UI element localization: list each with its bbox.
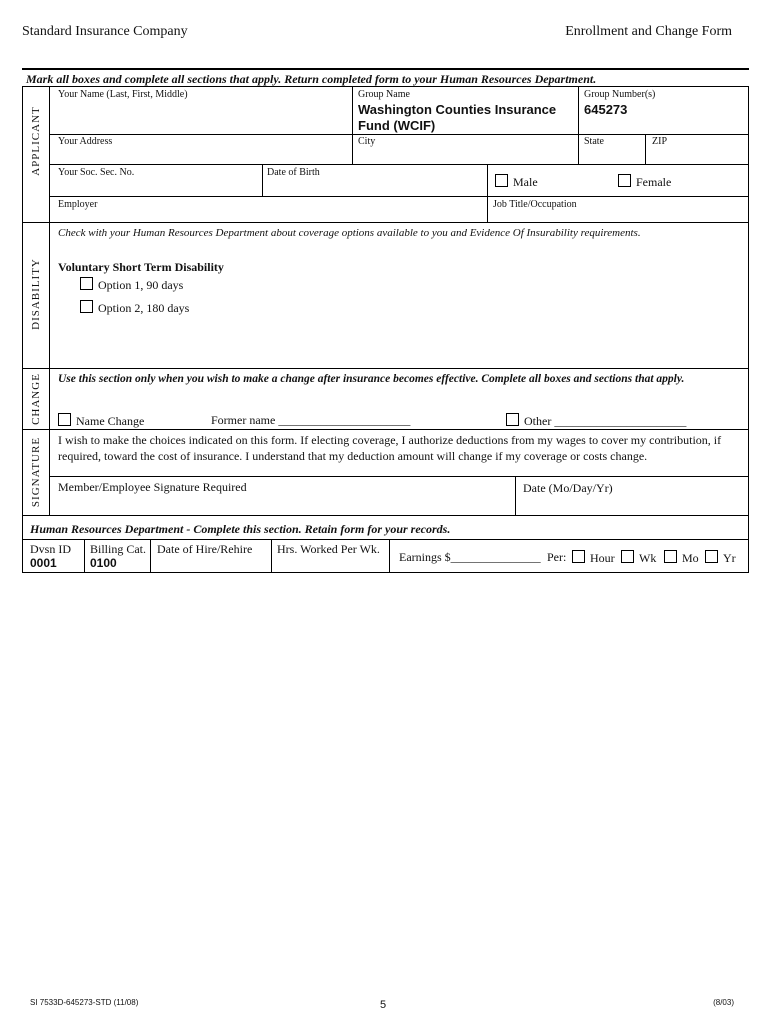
- wk-option[interactable]: Wk: [621, 550, 656, 566]
- form-title: Enrollment and Change Form: [565, 24, 732, 39]
- company-name: Standard Insurance Company: [22, 24, 188, 39]
- dvsn-label: Dvsn ID: [30, 542, 71, 556]
- other-option[interactable]: Other ______________________: [506, 413, 686, 429]
- mo-checkbox[interactable]: [664, 550, 677, 563]
- hour-checkbox[interactable]: [572, 550, 585, 563]
- state-label: State: [584, 136, 604, 147]
- hr-heading: Human Resources Department - Complete this section. Retain form for your records.: [30, 522, 451, 536]
- hire-field[interactable]: [152, 556, 269, 571]
- mo-option[interactable]: Mo: [664, 550, 699, 566]
- billing-value: 0100: [90, 556, 117, 570]
- state-field[interactable]: [580, 146, 643, 163]
- name-change-checkbox[interactable]: [58, 413, 71, 426]
- section-label-signature: SIGNATURE: [30, 436, 42, 508]
- change-note: Use this section only when you wish to make a change after insurance becomes effective. Complete all boxes and sections that apply.: [58, 373, 685, 385]
- name-change-option[interactable]: Name Change: [58, 413, 144, 429]
- ssn-label: Your Soc. Sec. No.: [58, 167, 135, 178]
- section-label-disability: DISABILITY: [30, 258, 42, 330]
- dob-label: Date of Birth: [267, 167, 320, 178]
- header-rule: [22, 68, 749, 70]
- wk-checkbox[interactable]: [621, 550, 634, 563]
- disability-heading: Voluntary Short Term Disability: [58, 260, 224, 274]
- date-field[interactable]: [518, 496, 746, 514]
- signature-label: Member/Employee Signature Required: [58, 480, 247, 494]
- job-label: Job Title/Occupation: [493, 199, 577, 210]
- employer-field[interactable]: [52, 208, 485, 221]
- per-label: Per:: [547, 550, 567, 564]
- city-label: City: [358, 136, 376, 147]
- zip-field[interactable]: [647, 146, 746, 163]
- group-name-value: Washington Counties Insurance Fund (WCIF): [358, 102, 557, 133]
- zip-label: ZIP: [652, 136, 667, 147]
- footer-date: (8/03): [713, 998, 734, 1007]
- job-field[interactable]: [489, 208, 746, 221]
- hire-label: Date of Hire/Rehire: [157, 542, 253, 556]
- male-option[interactable]: Male: [495, 174, 538, 190]
- option-1[interactable]: Option 1, 90 days: [80, 277, 183, 293]
- section-label-applicant: APPLICANT: [30, 106, 42, 176]
- section-label-change: CHANGE: [30, 373, 42, 425]
- hours-field[interactable]: [273, 556, 387, 571]
- signature-field[interactable]: [52, 496, 512, 514]
- ssn-field[interactable]: [52, 178, 260, 195]
- name-label: Your Name (Last, First, Middle): [58, 89, 188, 100]
- group-number-label: Group Number(s): [584, 89, 656, 100]
- date-label: Date (Mo/Day/Yr): [523, 481, 613, 495]
- instructions: Mark all boxes and complete all sections that apply. Return completed form to your Human Resources Department.: [26, 72, 597, 86]
- yr-checkbox[interactable]: [705, 550, 718, 563]
- billing-label: Billing Cat.: [90, 542, 147, 556]
- dvsn-value: 0001: [30, 556, 57, 570]
- group-name-label: Group Name: [358, 89, 410, 100]
- male-checkbox[interactable]: [495, 174, 508, 187]
- group-number-value: 645273: [584, 102, 628, 117]
- yr-option[interactable]: Yr: [705, 550, 736, 566]
- authorization-statement: I wish to make the choices indicated on this form. If electing coverage, I authorize deductions from my wages to cover my contribution, if required, toward the cost of insurance. I understand that my deduction amount will change if my coverage or costs change.: [58, 433, 722, 463]
- option-1-checkbox[interactable]: [80, 277, 93, 290]
- address-label: Your Address: [58, 136, 113, 147]
- hours-label: Hrs. Worked Per Wk.: [277, 542, 380, 556]
- hour-option[interactable]: Hour: [572, 550, 615, 566]
- form-code: SI 7533D-645273-STD (11/08): [30, 998, 139, 1007]
- address-field[interactable]: [52, 146, 348, 163]
- dob-field[interactable]: [264, 178, 485, 195]
- employer-label: Employer: [58, 199, 98, 210]
- other-checkbox[interactable]: [506, 413, 519, 426]
- city-field[interactable]: [354, 146, 576, 163]
- female-checkbox[interactable]: [618, 174, 631, 187]
- former-name-field[interactable]: Former name ______________________: [211, 413, 411, 427]
- option-2-checkbox[interactable]: [80, 300, 93, 313]
- female-option[interactable]: Female: [618, 174, 671, 190]
- earnings-field[interactable]: Earnings $_______________: [399, 550, 541, 564]
- name-field[interactable]: [52, 100, 348, 132]
- page-number: 5: [380, 999, 387, 1011]
- option-2[interactable]: Option 2, 180 days: [80, 300, 189, 316]
- disability-note: Check with your Human Resources Department about coverage options available to you and Evidence Of Insurability requirements.: [58, 227, 641, 239]
